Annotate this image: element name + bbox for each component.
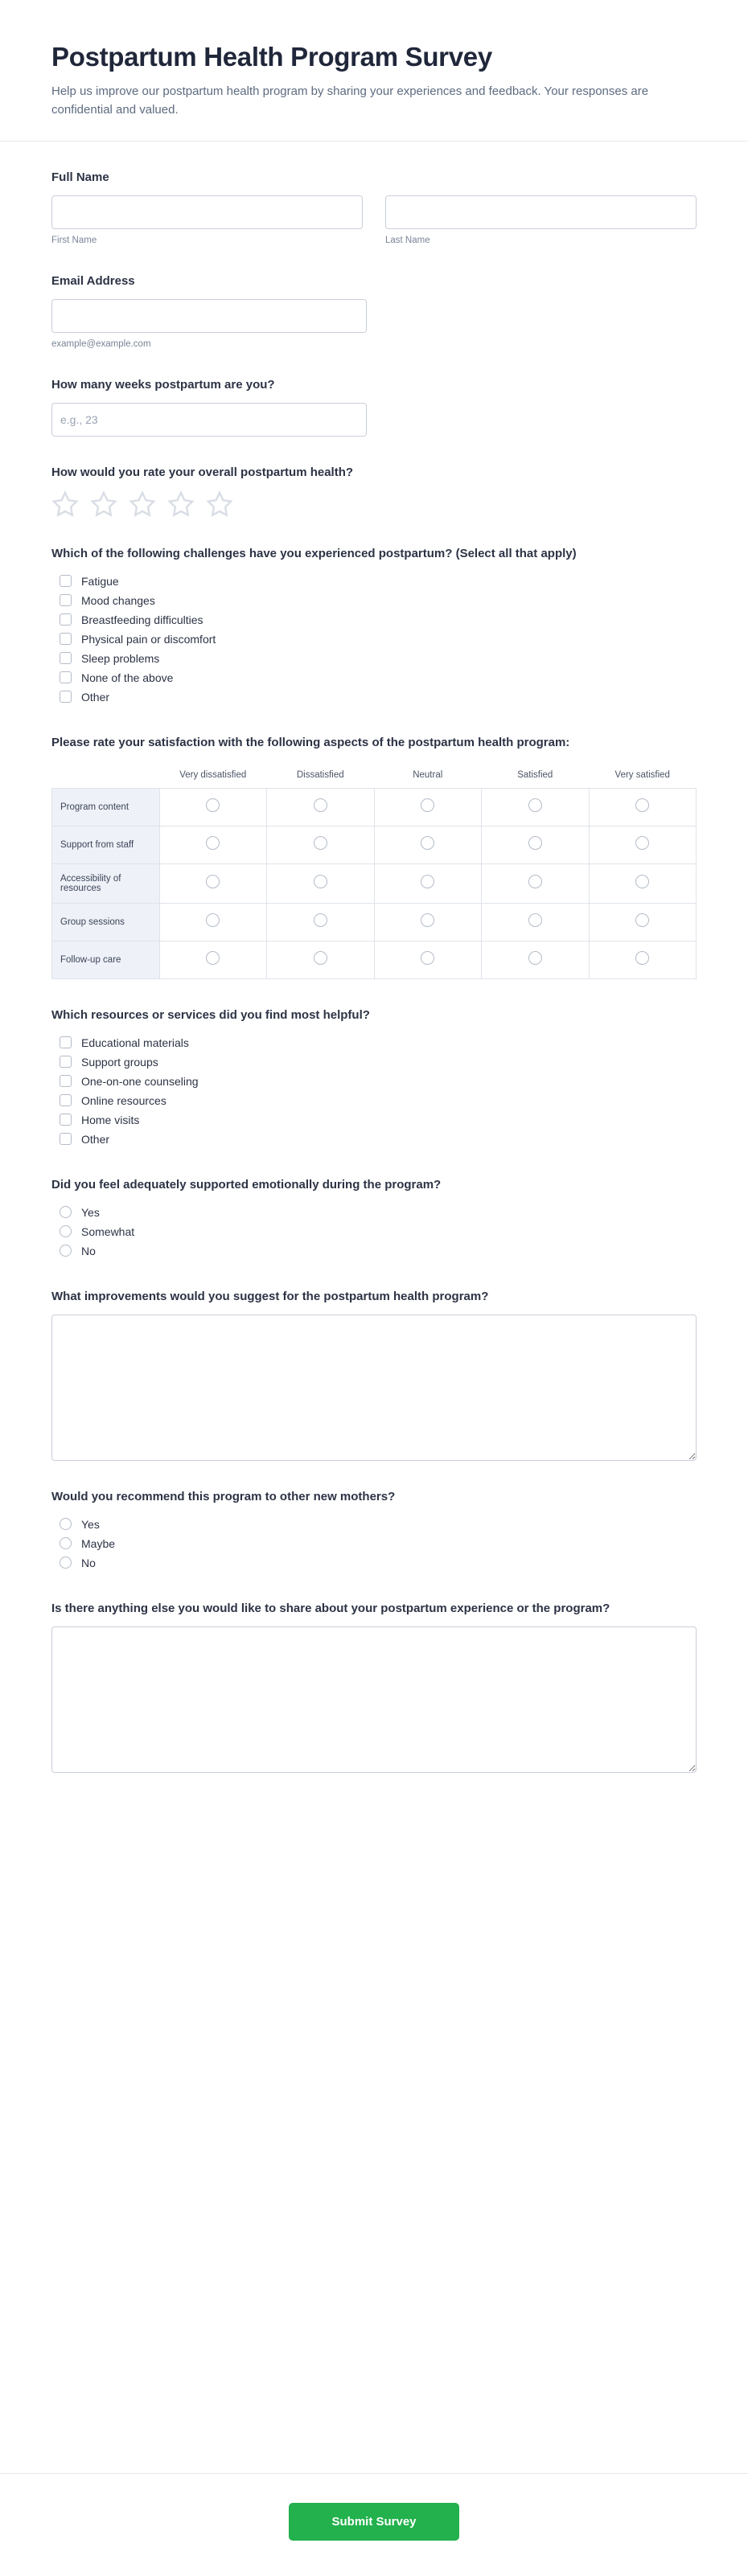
checkbox-row[interactable] xyxy=(51,1052,697,1072)
checkbox-icon[interactable] xyxy=(60,652,72,664)
radio-icon[interactable] xyxy=(60,1245,72,1257)
matrix-radio-cell[interactable] xyxy=(159,863,267,903)
checkbox-label: One-on-one counseling xyxy=(81,1074,199,1088)
radio-label: No xyxy=(81,1556,96,1569)
radio-icon[interactable] xyxy=(206,913,220,927)
field-anything-else xyxy=(51,1600,697,1773)
field-weeks-postpartum xyxy=(51,376,697,437)
radio-icon[interactable] xyxy=(60,1537,72,1549)
matrix-row-label: Follow-up care xyxy=(52,941,160,978)
page-title: Postpartum Health Program Survey xyxy=(51,42,492,72)
checkbox-icon[interactable] xyxy=(60,1056,72,1068)
improvements-label: What improvements would you suggest for the postpartum health program? xyxy=(51,1289,489,1303)
radio-icon[interactable] xyxy=(421,913,434,927)
checkbox-row[interactable] xyxy=(51,1072,697,1091)
full-name-label: Full Name xyxy=(51,170,109,184)
last-name-group xyxy=(385,195,697,245)
field-full-name xyxy=(51,169,697,245)
radio-icon[interactable] xyxy=(60,1518,72,1530)
last-name-hint: Last Name xyxy=(385,235,430,245)
satisfaction-matrix-label: Please rate your satisfaction with the following aspects of the postpartum health program: xyxy=(51,735,570,749)
checkbox-row[interactable] xyxy=(51,1091,697,1110)
matrix-radio-cell[interactable] xyxy=(482,826,590,863)
challenges-options xyxy=(51,572,697,707)
checkbox-icon[interactable] xyxy=(60,633,72,645)
emotional-support-options xyxy=(51,1203,697,1261)
radio-icon[interactable] xyxy=(421,798,434,812)
field-challenges xyxy=(51,545,697,707)
checkbox-icon[interactable] xyxy=(60,1094,72,1106)
checkbox-label: Breastfeeding difficulties xyxy=(81,613,203,626)
satisfaction-matrix-table xyxy=(51,762,697,979)
weeks-postpartum-label: How many weeks postpartum are you? xyxy=(51,377,275,392)
star-icon[interactable] xyxy=(51,490,79,518)
matrix-radio-cell[interactable] xyxy=(267,863,375,903)
radio-icon[interactable] xyxy=(421,951,434,965)
checkbox-label: Home visits xyxy=(81,1113,140,1126)
radio-label: No xyxy=(81,1244,96,1257)
matrix-radio-cell[interactable] xyxy=(482,863,590,903)
radio-row[interactable] xyxy=(51,1553,697,1573)
radio-icon[interactable] xyxy=(206,951,220,965)
challenges-label: Which of the following challenges have you experienced postpartum? (Select all that apply) xyxy=(51,546,577,560)
matrix-radio-cell[interactable] xyxy=(374,863,482,903)
radio-icon[interactable] xyxy=(60,1206,72,1218)
radio-icon[interactable] xyxy=(314,836,327,850)
star-icon[interactable] xyxy=(129,490,156,518)
first-name-input[interactable] xyxy=(51,195,363,229)
emotional-support-label: Did you feel adequately supported emotionally during the program? xyxy=(51,1177,442,1192)
checkbox-row[interactable] xyxy=(51,687,697,707)
matrix-radio-cell[interactable] xyxy=(159,903,267,941)
matrix-col-header: Satisfied xyxy=(482,762,590,789)
checkbox-row[interactable] xyxy=(51,630,697,649)
matrix-row-label: Accessibility of resources xyxy=(52,863,160,903)
matrix-radio-cell[interactable] xyxy=(589,826,697,863)
field-email xyxy=(51,273,697,349)
radio-icon[interactable] xyxy=(635,951,649,965)
matrix-radio-cell[interactable] xyxy=(159,941,267,978)
field-helpful-resources xyxy=(51,1007,697,1149)
radio-label: Maybe xyxy=(81,1536,116,1550)
radio-icon[interactable] xyxy=(314,913,327,927)
radio-icon[interactable] xyxy=(314,875,327,888)
matrix-header-row xyxy=(52,762,697,789)
matrix-row-label: Group sessions xyxy=(52,903,160,941)
field-improvements xyxy=(51,1288,697,1461)
submit-button[interactable]: Submit Survey xyxy=(289,2503,459,2541)
improvements-textarea[interactable] xyxy=(51,1315,697,1461)
matrix-radio-cell[interactable] xyxy=(267,826,375,863)
weeks-postpartum-input[interactable] xyxy=(51,403,367,437)
matrix-radio-cell[interactable] xyxy=(482,903,590,941)
checkbox-label: None of the above xyxy=(81,671,174,684)
matrix-radio-cell[interactable] xyxy=(267,941,375,978)
overall-rating-label: How would you rate your overall postpartum health? xyxy=(51,465,354,479)
field-overall-rating xyxy=(51,464,697,518)
radio-icon[interactable] xyxy=(314,798,327,812)
matrix-radio-cell[interactable] xyxy=(374,826,482,863)
page-subtitle: Help us improve our postpartum health program by sharing your experiences and feedback. Your responses are confidential and valued. xyxy=(51,84,649,117)
matrix-corner xyxy=(52,762,160,789)
matrix-radio-cell[interactable] xyxy=(482,788,590,826)
star-icon[interactable] xyxy=(206,490,233,518)
checkbox-icon[interactable] xyxy=(60,691,72,703)
matrix-col-header: Dissatisfied xyxy=(267,762,375,789)
matrix-col-header: Very satisfied xyxy=(589,762,697,789)
checkbox-label: Support groups xyxy=(81,1055,158,1069)
email-hint: example@example.com xyxy=(51,338,151,349)
radio-icon[interactable] xyxy=(314,951,327,965)
email-label: Email Address xyxy=(51,273,135,288)
matrix-row xyxy=(52,941,697,978)
checkbox-label: Sleep problems xyxy=(81,651,160,665)
radio-icon[interactable] xyxy=(60,1557,72,1569)
matrix-radio-cell[interactable] xyxy=(589,863,697,903)
survey-footer xyxy=(0,2473,748,2576)
email-input[interactable] xyxy=(51,299,367,333)
radio-row[interactable] xyxy=(51,1241,697,1261)
checkbox-icon[interactable] xyxy=(60,1075,72,1087)
checkbox-row[interactable] xyxy=(51,572,697,591)
checkbox-label: Fatigue xyxy=(81,574,119,588)
checkbox-icon[interactable] xyxy=(60,594,72,606)
checkbox-icon[interactable] xyxy=(60,671,72,683)
checkbox-row[interactable] xyxy=(51,1033,697,1052)
field-satisfaction-matrix xyxy=(51,734,697,979)
star-icon[interactable] xyxy=(167,490,195,518)
checkbox-row[interactable] xyxy=(51,668,697,687)
star-rating-group[interactable] xyxy=(51,490,697,518)
helpful-resources-options xyxy=(51,1033,697,1149)
radio-icon[interactable] xyxy=(635,875,649,888)
first-name-group xyxy=(51,195,363,245)
radio-icon[interactable] xyxy=(528,875,542,888)
checkbox-icon[interactable] xyxy=(60,1036,72,1048)
checkbox-row[interactable] xyxy=(51,591,697,610)
matrix-row xyxy=(52,826,697,863)
matrix-radio-cell[interactable] xyxy=(374,941,482,978)
radio-icon[interactable] xyxy=(528,798,542,812)
matrix-col-header: Very dissatisfied xyxy=(159,762,267,789)
recommend-label: Would you recommend this program to other new mothers? xyxy=(51,1489,396,1503)
checkbox-row[interactable] xyxy=(51,610,697,630)
checkbox-icon[interactable] xyxy=(60,1133,72,1145)
checkbox-label: Educational materials xyxy=(81,1036,189,1049)
radio-icon[interactable] xyxy=(635,798,649,812)
matrix-radio-cell[interactable] xyxy=(374,788,482,826)
matrix-row xyxy=(52,788,697,826)
radio-icon[interactable] xyxy=(528,913,542,927)
matrix-radio-cell[interactable] xyxy=(589,788,697,826)
field-recommend xyxy=(51,1488,697,1573)
matrix-radio-cell[interactable] xyxy=(589,941,697,978)
helpful-resources-label: Which resources or services did you find most helpful? xyxy=(51,1007,370,1022)
radio-row[interactable] xyxy=(51,1534,697,1553)
matrix-radio-cell[interactable] xyxy=(267,903,375,941)
survey-header xyxy=(0,0,748,142)
matrix-radio-cell[interactable] xyxy=(267,788,375,826)
field-emotional-support xyxy=(51,1176,697,1261)
survey-form xyxy=(0,142,748,2447)
radio-icon[interactable] xyxy=(60,1225,72,1237)
radio-row[interactable] xyxy=(51,1515,697,1534)
matrix-radio-cell[interactable] xyxy=(589,903,697,941)
matrix-row-label: Program content xyxy=(52,788,160,826)
anything-else-textarea[interactable] xyxy=(51,1626,697,1773)
checkbox-label: Physical pain or discomfort xyxy=(81,632,216,646)
checkbox-label: Other xyxy=(81,690,110,703)
radio-label: Yes xyxy=(81,1205,100,1219)
radio-icon[interactable] xyxy=(421,836,434,850)
checkbox-row[interactable] xyxy=(51,649,697,668)
radio-icon[interactable] xyxy=(635,836,649,850)
checkbox-label: Other xyxy=(81,1132,110,1146)
radio-label: Yes xyxy=(81,1517,100,1531)
checkbox-icon[interactable] xyxy=(60,613,72,626)
matrix-radio-cell[interactable] xyxy=(374,903,482,941)
recommend-options xyxy=(51,1515,697,1573)
checkbox-label: Mood changes xyxy=(81,593,155,607)
first-name-hint: First Name xyxy=(51,235,97,245)
matrix-row-label: Support from staff xyxy=(52,826,160,863)
matrix-col-header: Neutral xyxy=(374,762,482,789)
radio-row[interactable] xyxy=(51,1222,697,1241)
anything-else-label: Is there anything else you would like to share about your postpartum experience or the program? xyxy=(51,1601,610,1615)
star-icon[interactable] xyxy=(90,490,117,518)
radio-icon[interactable] xyxy=(206,875,220,888)
checkbox-icon[interactable] xyxy=(60,575,72,587)
radio-icon[interactable] xyxy=(528,836,542,850)
radio-icon[interactable] xyxy=(528,951,542,965)
radio-icon[interactable] xyxy=(635,913,649,927)
last-name-input[interactable] xyxy=(385,195,697,229)
checkbox-row[interactable] xyxy=(51,1130,697,1149)
radio-icon[interactable] xyxy=(206,798,220,812)
radio-icon[interactable] xyxy=(206,836,220,850)
matrix-row xyxy=(52,903,697,941)
checkbox-icon[interactable] xyxy=(60,1114,72,1126)
matrix-radio-cell[interactable] xyxy=(159,826,267,863)
matrix-row xyxy=(52,863,697,903)
matrix-radio-cell[interactable] xyxy=(159,788,267,826)
checkbox-row[interactable] xyxy=(51,1110,697,1130)
matrix-radio-cell[interactable] xyxy=(482,941,590,978)
checkbox-label: Online resources xyxy=(81,1093,166,1107)
radio-icon[interactable] xyxy=(421,875,434,888)
radio-row[interactable] xyxy=(51,1203,697,1222)
radio-label: Somewhat xyxy=(81,1224,135,1238)
